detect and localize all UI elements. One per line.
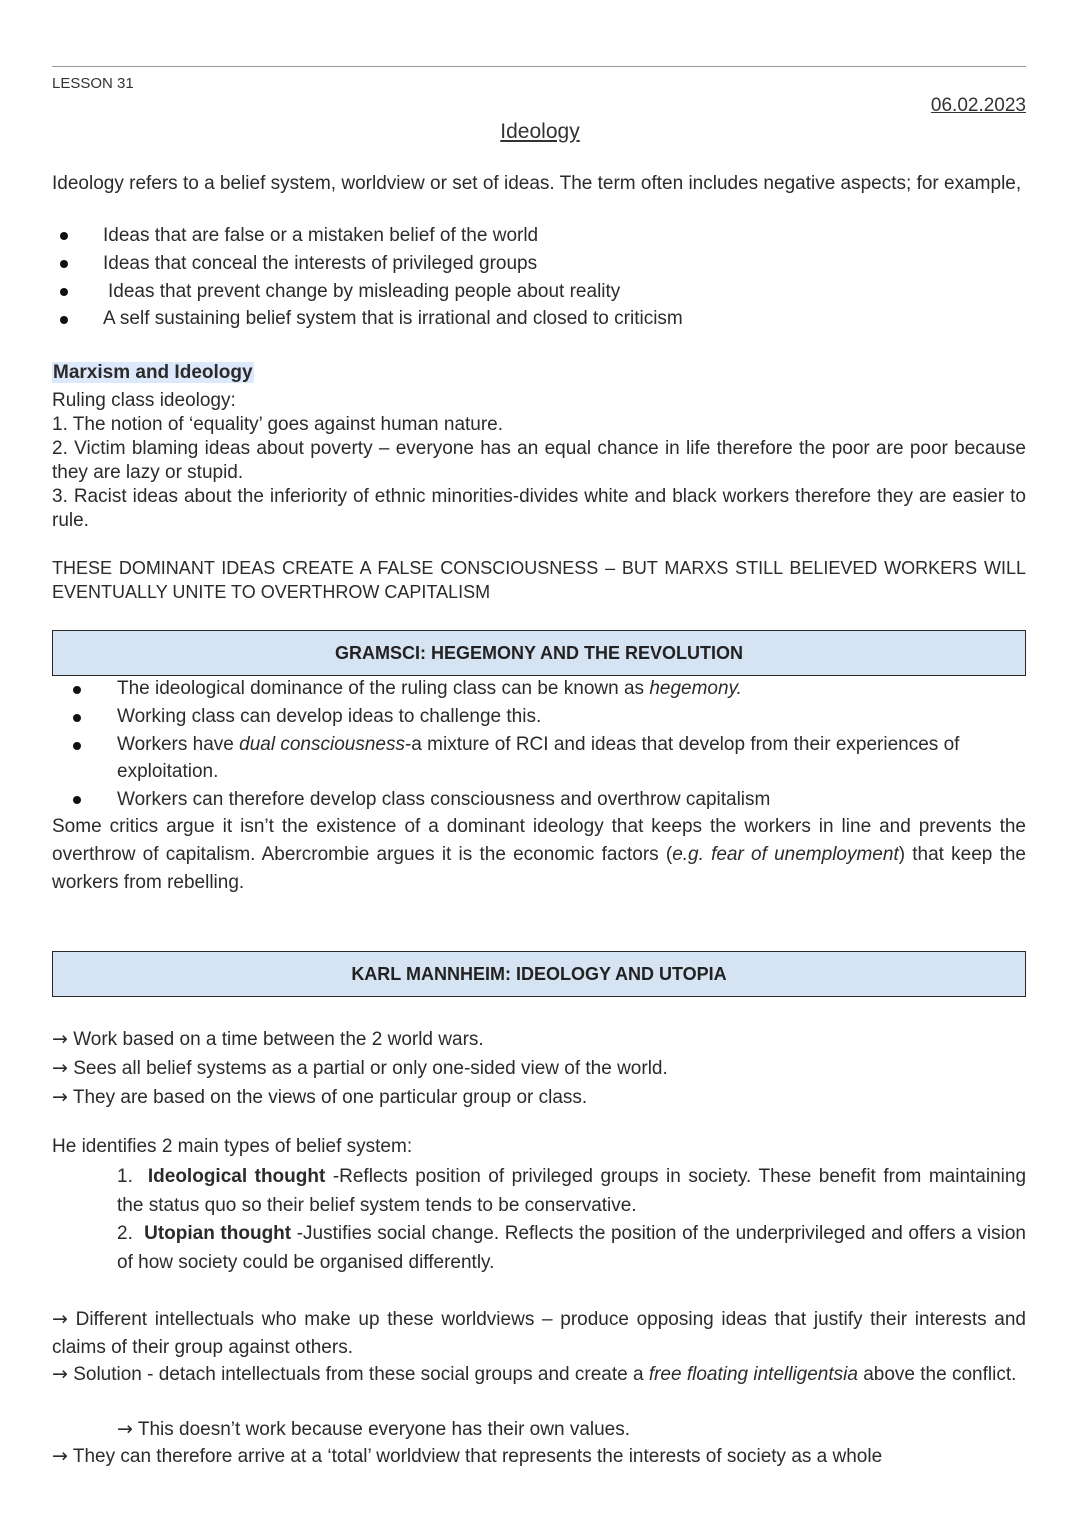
bullet-dot [73, 686, 81, 694]
marxism-point-3: 3. Racist ideas about the inferiority of ethnic minorities-divides white and black workers therefore they are easier to rule. [52, 486, 1026, 531]
list-item: → Sees all belief systems as a partial or only one-sided view of the world. [52, 1057, 668, 1079]
list-item: → Work based on a time between the 2 world wars. [52, 1028, 484, 1050]
bullet-dot [60, 316, 68, 324]
marxism-point-2: 2. Victim blaming ideas about poverty – everyone has an equal chance in life therefore the poor are poor because they are lazy or stupid. [52, 438, 1026, 483]
critique-line: → This doesn’t work because everyone has their own values. [117, 1418, 631, 1440]
bullet-dot [60, 260, 68, 268]
arrow-icon: → [52, 1028, 68, 1050]
lesson-label: LESSON 31 [52, 75, 134, 92]
list-item: The ideological dominance of the ruling class can be known as hegemony. [117, 678, 742, 699]
belief-type-2: 2. Utopian thought -Justifies social change. Reflects the position of the underprivileged and offers a vision of how society could be organised differently. [117, 1223, 1026, 1273]
gramsci-section-header: GRAMSCI: HEGEMONY AND THE REVOLUTION [52, 630, 1026, 676]
list-item: Working class can develop ideas to challenge this. [117, 706, 542, 727]
list-item: A self sustaining belief system that is irrational and closed to criticism [103, 308, 683, 329]
marxism-point-1: 1. The notion of ‘equality’ goes against human nature. [52, 414, 504, 435]
solution-paragraph: → Solution - detach intellectuals from these social groups and create a free floating intelligentsia above the conflict. [52, 1363, 1017, 1385]
list-item: Workers have dual consciousness-a mixture of RCI and ideas that develop from their experiences of [117, 734, 960, 755]
list-item: Workers can therefore develop class consciousness and overthrow capitalism [117, 789, 771, 810]
intellectuals-paragraph: → Different intellectuals who make up these worldviews – produce opposing ideas that justify their interests and claims of their group against others. [52, 1308, 1026, 1358]
bullet-dot [60, 288, 68, 296]
arrow-icon: → [52, 1057, 68, 1079]
bullet-dot [73, 796, 81, 804]
section-heading: Marxism and Ideology [53, 362, 253, 383]
total-worldview-line: → They can therefore arrive at a ‘total’ worldview that represents the interests of society as a whole [52, 1445, 883, 1467]
belief-type-1: 1. Ideological thought -Reflects position of privileged groups in society. These benefit from maintaining the status quo so their belief system tends to be conservative. [117, 1166, 1027, 1216]
page-title: Ideology [500, 120, 580, 143]
mannheim-section-header: KARL MANNHEIM: IDEOLOGY AND UTOPIA [52, 951, 1026, 997]
arrow-icon: → [52, 1445, 68, 1467]
list-item: Ideas that prevent change by misleading people about reality [108, 281, 621, 302]
header-rule [52, 66, 1026, 67]
arrow-icon: → [52, 1086, 68, 1108]
arrow-icon: → [52, 1308, 68, 1330]
arrow-icon: → [52, 1363, 68, 1385]
mannheim-arrow-list [52, 1025, 1026, 1112]
list-item: → They are based on the views of one particular group or class. [52, 1086, 588, 1108]
abercrombie-paragraph: Some critics argue it isn’t the existence of a dominant ideology that keeps the workers in line and prevents the overthrow of capitalism. Abercrombie argues it is the economic factors (e.g. fear of unemployment) that keep the workers from rebelling. [52, 816, 1027, 893]
intro-paragraph: Ideology refers to a belief system, worldview or set of ideas. The term often includes negative aspects; for example, [52, 173, 1022, 194]
arrow-icon: → [117, 1418, 133, 1440]
marxism-heading-row [52, 361, 1026, 385]
belief-types-intro: He identifies 2 main types of belief system: [52, 1136, 413, 1157]
ruling-class-subheading: Ruling class ideology: [52, 390, 236, 411]
false-consciousness-note: THESE DOMINANT IDEAS CREATE A FALSE CONSCIOUSNESS – BUT MARXS STILL BELIEVED WORKERS WILL EVENTUALLY UNITE TO OVERTHROW CAPITALISM [52, 558, 1026, 602]
list-item-continuation: exploitation. [117, 761, 219, 782]
bullet-dot [73, 742, 81, 750]
lesson-date: 06.02.2023 [930, 95, 1026, 116]
list-item: Ideas that are false or a mistaken belief of the world [103, 225, 539, 246]
list-item: Ideas that conceal the interests of privileged groups [103, 253, 538, 274]
bullet-dot [73, 714, 81, 722]
bullet-dot [60, 232, 68, 240]
